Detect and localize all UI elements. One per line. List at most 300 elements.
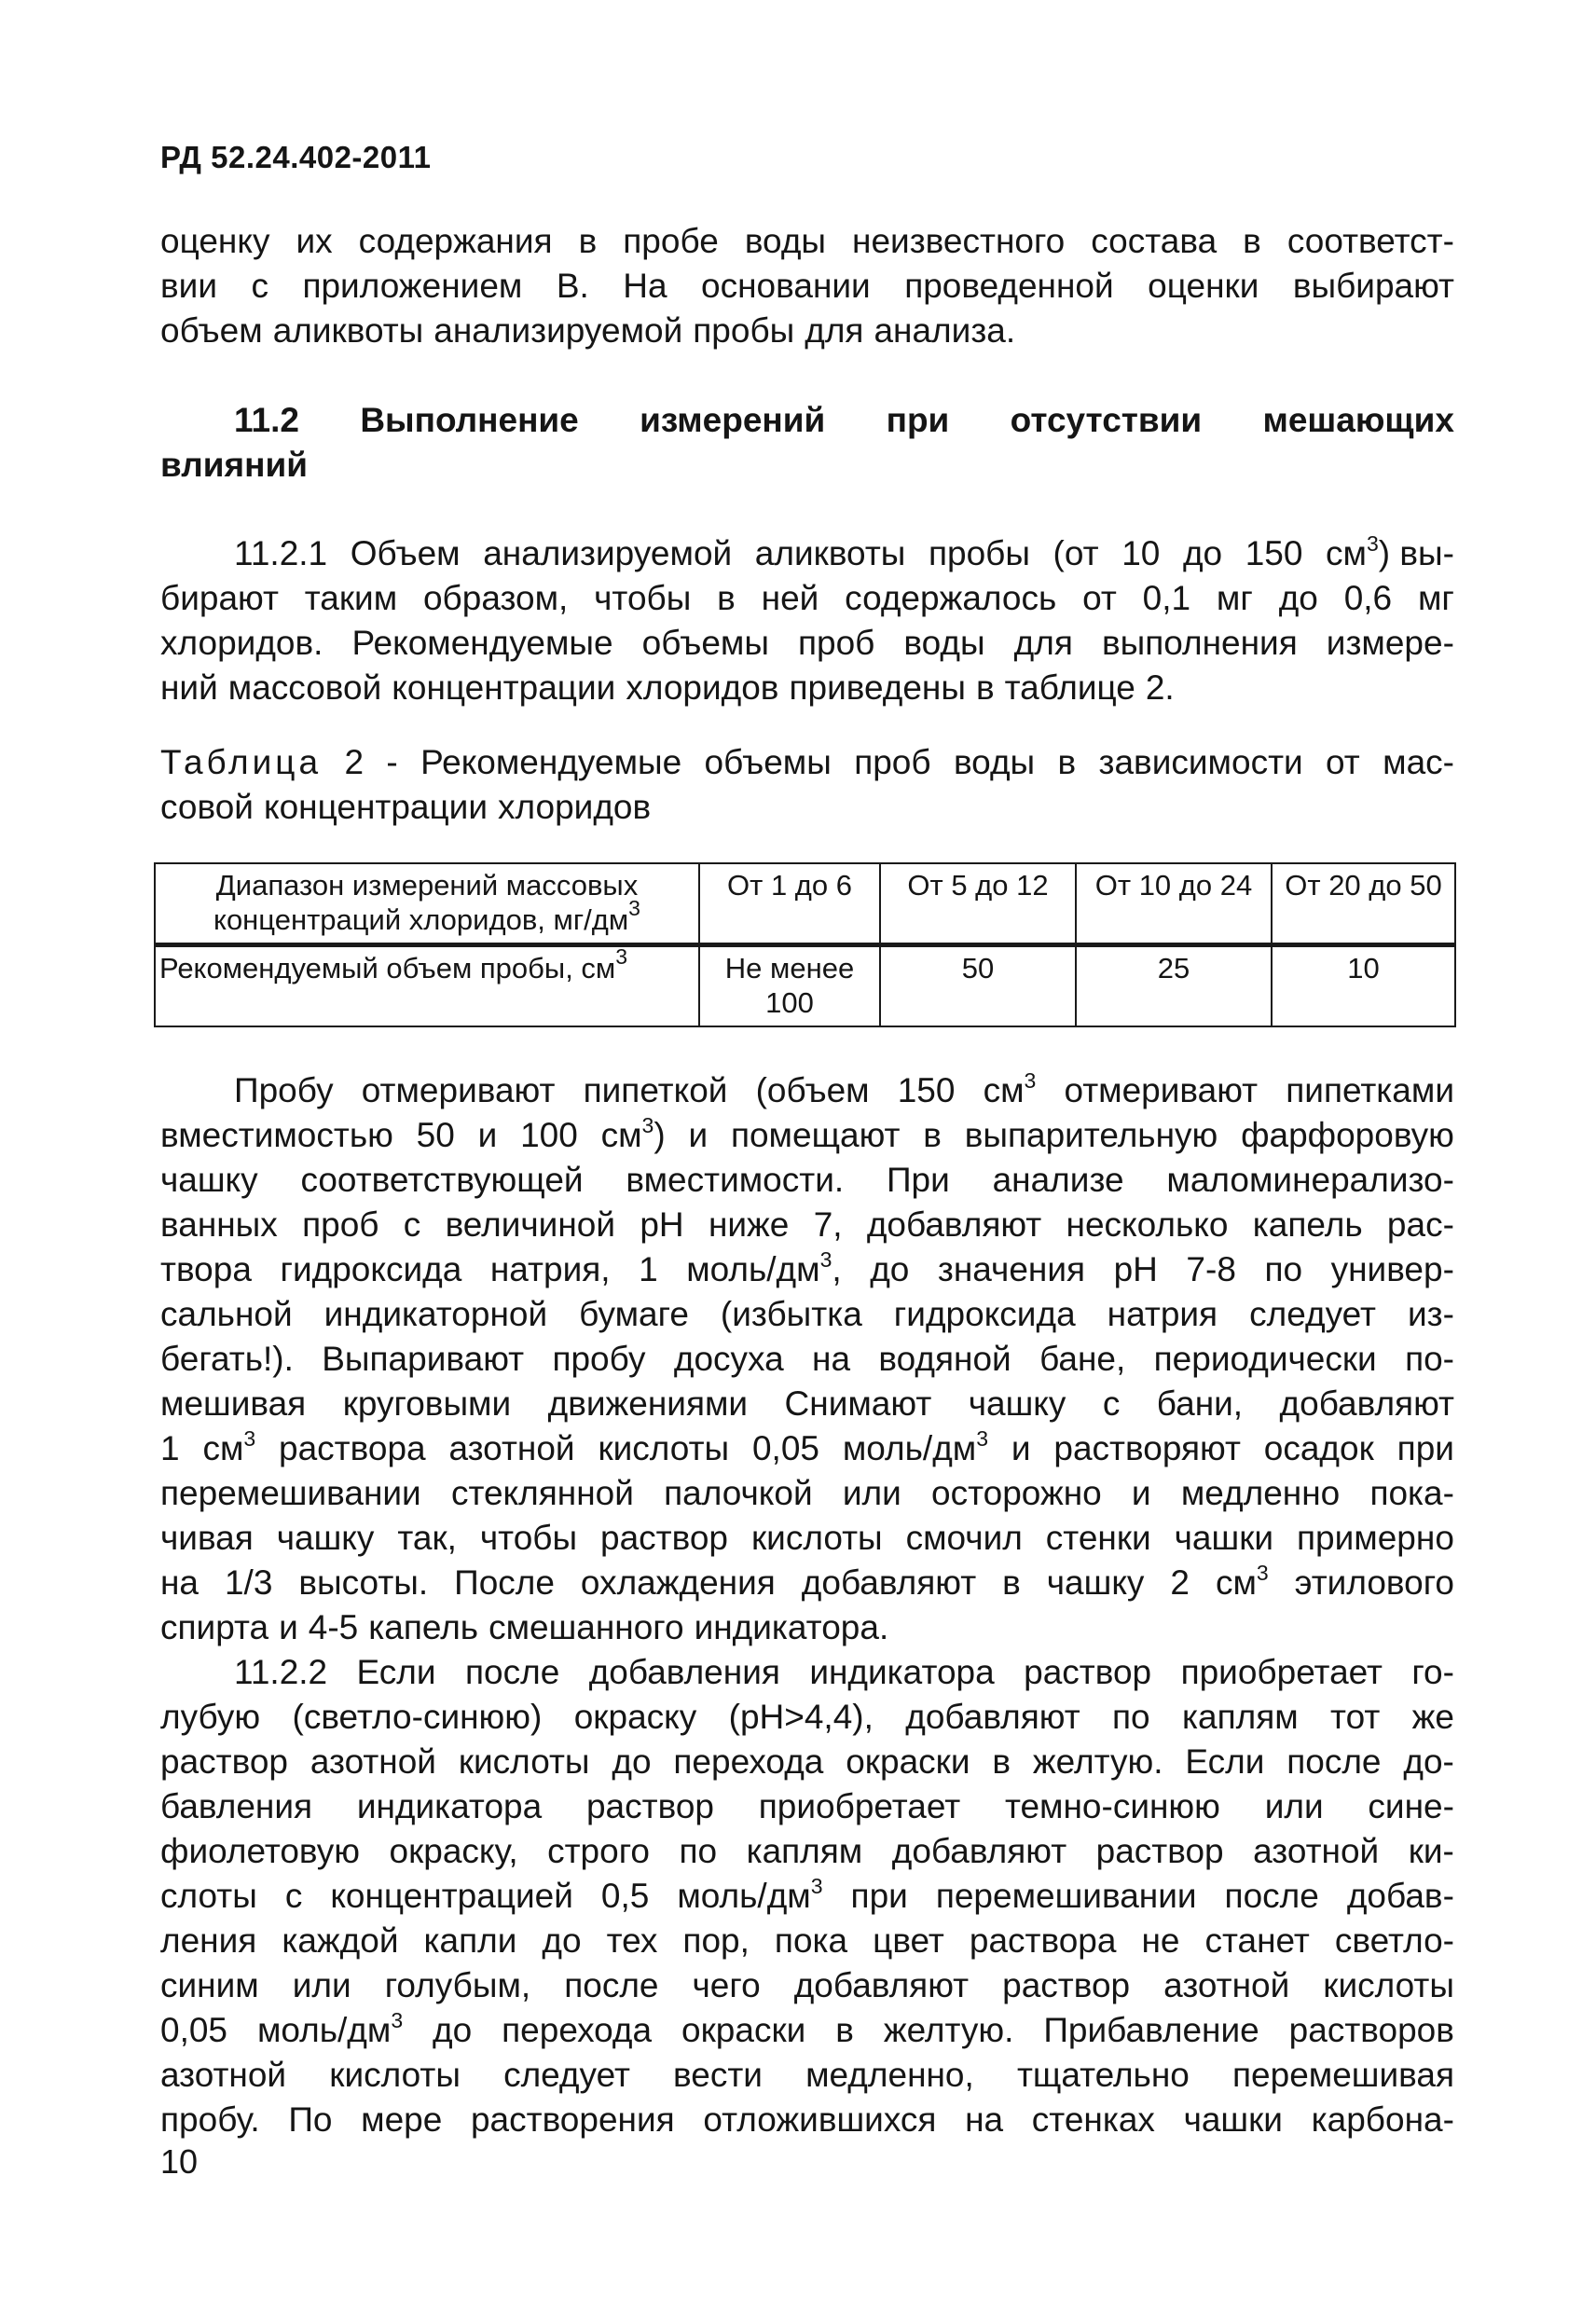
word: пока	[774, 1921, 848, 1960]
word: строго	[547, 1832, 650, 1870]
word: отмеривают	[1064, 1071, 1259, 1109]
header-unit-text: концентраций хлоридов, мг/дм	[213, 903, 629, 936]
word: объемы	[641, 624, 769, 662]
text-line	[160, 666, 1454, 710]
word: на	[160, 1563, 200, 1602]
word: кислоты	[458, 1742, 590, 1781]
text-line	[160, 1426, 1454, 1471]
word: при	[1396, 1429, 1454, 1467]
word: индикатора	[809, 1653, 995, 1691]
word: пробу	[552, 1340, 646, 1378]
word: хлоридов.	[160, 624, 323, 662]
word: медленно	[1180, 1474, 1341, 1512]
word: сине-	[1368, 1787, 1454, 1825]
word: окраски	[846, 1742, 970, 1781]
unit-group	[257, 2008, 403, 2053]
word: слоты	[160, 1877, 257, 1915]
word: ней	[761, 579, 819, 617]
word: с	[284, 1877, 303, 1915]
text-line	[160, 1158, 1454, 1203]
word: лубую	[160, 1698, 261, 1736]
word: чашку	[160, 1161, 258, 1199]
word: хлоридов	[498, 788, 652, 826]
word: после	[564, 1966, 659, 2004]
text-line	[160, 1919, 1454, 1963]
unit-text: см	[1326, 534, 1367, 572]
word: добавляют	[891, 1832, 1067, 1870]
word: или	[842, 1474, 901, 1512]
word: мешивая	[160, 1384, 307, 1423]
word: ний	[160, 668, 218, 707]
word: состава	[1091, 222, 1218, 260]
word: синим	[160, 1966, 259, 2004]
word: по-	[1405, 1340, 1454, 1378]
word: до	[1182, 534, 1223, 572]
word: следует	[503, 2056, 630, 2094]
word: 11.2.1	[234, 534, 328, 572]
word: от	[1082, 579, 1117, 617]
word: капель	[368, 1608, 479, 1646]
text-line	[160, 1740, 1454, 1784]
word: тщательно	[1016, 2056, 1190, 2094]
word: рас-	[1386, 1205, 1454, 1244]
word: раствор	[600, 1519, 729, 1557]
word: 0,1	[1142, 579, 1191, 617]
word: раствор	[1002, 1966, 1131, 2004]
word: концентрацией	[330, 1877, 573, 1915]
word: карбона-	[1311, 2100, 1454, 2139]
word: желтую.	[883, 2011, 1014, 2049]
word: гидроксида	[280, 1250, 462, 1288]
intro-paragraph	[160, 219, 1454, 353]
word: оценку	[160, 222, 270, 260]
cell-line: 100	[765, 986, 814, 1019]
caption-line	[160, 785, 1454, 830]
punct: ,	[832, 1250, 842, 1288]
word: воды	[953, 743, 1036, 781]
text-line	[160, 219, 1454, 264]
table-row-label	[155, 945, 699, 1027]
word: и	[1131, 1474, 1151, 1512]
unit-text: см	[600, 1116, 642, 1154]
word: чего	[692, 1966, 761, 2004]
word: охлаждения	[580, 1563, 776, 1602]
table-caption	[160, 740, 1454, 830]
word: перехода	[673, 1742, 824, 1781]
text-line	[160, 2098, 1454, 2142]
word: пипеткой	[583, 1071, 728, 1109]
word: азотной	[448, 1429, 575, 1467]
word: приобретает	[758, 1787, 961, 1825]
word: Рекомендуемые	[420, 743, 682, 781]
word: бирают	[160, 579, 279, 617]
word: натрия,	[489, 1250, 611, 1288]
word: фарфоровую	[1241, 1116, 1454, 1154]
word: станет	[1204, 1921, 1310, 1960]
unit-group	[677, 1874, 822, 1919]
word: воды	[744, 222, 827, 260]
word: Пробу	[234, 1071, 334, 1109]
word: проведенной	[904, 267, 1114, 305]
word: досуха	[673, 1340, 784, 1378]
word: в	[1057, 743, 1077, 781]
text-line	[160, 1561, 1454, 1605]
text-line	[160, 264, 1454, 309]
word: кислоты	[1323, 1966, 1454, 2004]
word: выполнения	[1101, 624, 1298, 662]
word: 2	[344, 743, 365, 781]
word: светло-	[1334, 1921, 1454, 1960]
word: в	[992, 1742, 1011, 1781]
table-cell: 25	[1076, 945, 1272, 1027]
word: растворяют	[1053, 1429, 1241, 1467]
word: высоты.	[298, 1563, 429, 1602]
word: с	[1102, 1384, 1121, 1423]
text-line	[160, 576, 1454, 621]
word: влияний	[160, 446, 308, 484]
word: пор,	[682, 1921, 750, 1960]
word: образом,	[422, 579, 569, 617]
word: желтую.	[1032, 1742, 1163, 1781]
word: раствор	[585, 1787, 714, 1825]
word: бумаге	[579, 1295, 689, 1333]
word: тех	[606, 1921, 658, 1960]
word: окраску,	[389, 1832, 518, 1870]
word: маломинерализо-	[1166, 1161, 1454, 1199]
word: и	[477, 1116, 498, 1154]
word: 150	[897, 1071, 956, 1109]
word: раствор	[1095, 1832, 1224, 1870]
word: анализе	[992, 1161, 1124, 1199]
word: добавляют	[866, 1205, 1042, 1244]
word: медленно,	[805, 2056, 974, 2094]
word: добавляют	[793, 1966, 970, 2004]
word: темно-синюю	[1004, 1787, 1220, 1825]
word: до	[433, 2011, 473, 2049]
word: пока-	[1369, 1474, 1454, 1512]
word: массовой	[227, 668, 382, 707]
word: чашку	[968, 1384, 1066, 1423]
word: приобретает	[1180, 1653, 1383, 1691]
word: примерно	[1297, 1519, 1454, 1557]
word: вии	[160, 267, 217, 305]
word: окраску	[573, 1698, 697, 1736]
word: после	[465, 1653, 560, 1691]
word: соответст-	[1286, 222, 1454, 260]
word: несколько	[1066, 1205, 1229, 1244]
word: Снимают	[784, 1384, 932, 1423]
word: чашки	[1183, 2100, 1283, 2139]
word: 0,5	[600, 1877, 650, 1915]
word: палочкой	[664, 1474, 813, 1512]
word: мешающих	[1262, 401, 1454, 439]
word: стеклянной	[450, 1474, 634, 1512]
word: мас-	[1383, 743, 1454, 781]
table-header-cell: От 5 до 12	[880, 863, 1076, 945]
word: по	[1264, 1250, 1303, 1288]
word: отмеривают	[361, 1071, 556, 1109]
word: ванных	[160, 1205, 278, 1244]
word: кислоты	[750, 1519, 883, 1557]
word: из-	[1407, 1295, 1454, 1333]
word: анализа.	[874, 311, 1016, 350]
word: отложившихся	[703, 2100, 937, 2139]
word: аликвоты	[272, 311, 424, 350]
paragraph-11-2-1	[160, 531, 1454, 710]
word: Таблица	[160, 743, 323, 781]
word: азотной	[1253, 1832, 1380, 1870]
word: следует	[1249, 1295, 1376, 1333]
unit-superscript: 3	[976, 1426, 989, 1451]
word: натрия	[1107, 1295, 1218, 1333]
word: растворов	[1288, 2011, 1454, 2049]
word: в	[923, 1116, 942, 1154]
word: 7,	[813, 1205, 843, 1244]
unit-superscript: 3	[1256, 1561, 1269, 1585]
table-header-row	[155, 863, 1455, 945]
word: перемешивании	[935, 1877, 1197, 1915]
word: таблице	[1004, 668, 1135, 707]
word: 2	[1170, 1563, 1190, 1602]
table-header-cell: От 10 до 24	[1076, 863, 1272, 945]
word: азотной	[310, 1742, 436, 1781]
word: го-	[1411, 1653, 1454, 1691]
word: с	[403, 1205, 421, 1244]
word: капли	[423, 1921, 517, 1960]
unit-text: см	[1215, 1563, 1257, 1602]
unit-superscript: 3	[810, 1874, 823, 1898]
word: пробе	[623, 222, 719, 260]
word: и	[688, 1116, 709, 1154]
word: бегать!).	[160, 1340, 294, 1378]
word: Объем	[350, 534, 461, 572]
word: -	[386, 743, 398, 781]
text-line	[160, 1829, 1454, 1874]
table-header-cell: От 20 до 50	[1272, 863, 1455, 945]
word: Прибавление	[1043, 2011, 1259, 2049]
word: смешанного	[488, 1608, 684, 1646]
table-header-range	[155, 863, 699, 945]
word: зависимости	[1098, 743, 1303, 781]
word: после	[1286, 1742, 1382, 1781]
unit-text: моль/дм	[677, 1877, 811, 1915]
word: индикатора	[356, 1787, 543, 1825]
word: периодически	[1153, 1340, 1377, 1378]
word: стенках	[1031, 2100, 1155, 2139]
word: раствор	[1024, 1653, 1152, 1691]
word: чашку	[276, 1519, 375, 1557]
word: Если	[1185, 1742, 1265, 1781]
word: В.	[556, 267, 589, 305]
word: 1	[639, 1250, 658, 1288]
word: мг	[1417, 579, 1454, 617]
word: индикатора.	[694, 1608, 889, 1646]
word: 50	[416, 1116, 455, 1154]
word: водяной	[878, 1340, 1011, 1378]
word: ления	[160, 1921, 257, 1960]
word: 1/3	[224, 1563, 273, 1602]
word: Если	[356, 1653, 436, 1691]
table-recommended-volumes	[154, 862, 1456, 1027]
word: осадок	[1263, 1429, 1374, 1467]
word: содержания	[358, 222, 553, 260]
cell-line: Не менее	[724, 952, 855, 984]
unit-text: моль/дм	[686, 1250, 820, 1288]
word: при	[886, 401, 950, 439]
word: же	[1411, 1698, 1454, 1736]
word: хлоридов	[626, 668, 779, 707]
word: мере	[361, 2100, 443, 2139]
unit-superscript: 3	[819, 1247, 832, 1272]
text-line	[160, 1068, 1454, 1113]
word: чашки	[1174, 1519, 1274, 1557]
word: совой	[160, 788, 254, 826]
word: (светло-синюю)	[292, 1698, 543, 1736]
word: (рН>4,4),	[728, 1698, 874, 1736]
word: 11.2.2	[234, 1653, 328, 1691]
text-line	[160, 1695, 1454, 1740]
text-line	[160, 1113, 1454, 1158]
word: анализируемой	[433, 311, 683, 350]
word: до	[870, 1250, 910, 1288]
text-line	[160, 1605, 1454, 1650]
punct: )	[654, 1116, 666, 1154]
unit-superscript: 3	[1366, 531, 1379, 556]
text-line	[160, 1784, 1454, 1829]
text-line	[160, 2053, 1454, 2098]
text-line	[160, 1874, 1454, 1919]
word: индикаторной	[323, 1295, 548, 1333]
word: до	[1278, 579, 1318, 617]
header-unit-superscript: 3	[628, 896, 640, 920]
word: и	[279, 1608, 298, 1646]
text-line	[160, 2008, 1454, 2053]
word: до	[542, 1921, 582, 1960]
word: рН	[1113, 1250, 1158, 1288]
word: перемешивая	[1232, 2056, 1454, 2094]
word: добавления	[588, 1653, 780, 1691]
text-line	[160, 1382, 1454, 1426]
text-line	[160, 621, 1454, 666]
word: от	[1326, 743, 1360, 781]
word: в	[1002, 1563, 1021, 1602]
text-line	[160, 309, 1454, 353]
word: в	[717, 579, 736, 617]
word: бани,	[1156, 1384, 1244, 1423]
word: после	[1224, 1877, 1319, 1915]
word: ниже	[708, 1205, 790, 1244]
text-line	[160, 531, 1454, 576]
document-code: РД 52.24.402-2011	[160, 140, 432, 174]
table-header-cell: От 1 до 6	[699, 863, 880, 945]
word: на	[965, 2100, 1004, 2139]
word: кислоты	[329, 2056, 461, 2094]
word: 0,05	[160, 2011, 228, 2049]
word: каплям	[746, 1832, 863, 1870]
word: анализируемой	[483, 534, 733, 572]
word: оценки	[1148, 267, 1259, 305]
word: тот	[1330, 1698, 1381, 1736]
word: цвет	[873, 1921, 944, 1960]
unit-superscript: 3	[243, 1426, 256, 1451]
word: (от	[1053, 534, 1099, 572]
word: При	[886, 1161, 950, 1199]
unit-group	[1326, 531, 1454, 576]
word: Рекомендуемые	[351, 624, 613, 662]
word: по	[1112, 1698, 1150, 1736]
word: измере-	[1326, 624, 1454, 662]
word: универ-	[1330, 1250, 1454, 1288]
word: осторожно	[931, 1474, 1102, 1512]
line-tail: ) вы-	[1378, 534, 1454, 572]
word: проб	[797, 624, 875, 662]
word: бане,	[1039, 1340, 1126, 1378]
word: 1	[160, 1429, 180, 1467]
word: выпарительную	[964, 1116, 1218, 1154]
row-label-superscript: 3	[615, 944, 628, 969]
text-line	[160, 1471, 1454, 1516]
text-line	[160, 1203, 1454, 1247]
main-body	[160, 1068, 1454, 2142]
unit-group	[984, 1068, 1037, 1113]
word: По	[288, 2100, 333, 2139]
word: Выпаривают	[322, 1340, 525, 1378]
heading-line	[160, 398, 1454, 443]
unit-group	[601, 1113, 666, 1158]
word: до	[612, 1742, 652, 1781]
unit-superscript: 3	[391, 2008, 404, 2032]
word: 150	[1245, 534, 1303, 572]
unit-text: моль/дм	[842, 1429, 977, 1467]
word: приложением	[302, 267, 523, 305]
word: соответствующей	[300, 1161, 584, 1199]
word: 0,6	[1343, 579, 1393, 617]
word: измерений	[640, 401, 826, 439]
word: движениями	[547, 1384, 749, 1423]
word: отсутствии	[1010, 401, 1203, 439]
word: значения	[937, 1250, 1086, 1288]
text-line	[160, 1650, 1454, 1695]
word: таким	[304, 579, 398, 617]
word: каплям	[1182, 1698, 1299, 1736]
word: бавления	[160, 1787, 313, 1825]
word: величиной	[445, 1205, 616, 1244]
text-line	[160, 1516, 1454, 1561]
word: пробы	[693, 311, 795, 350]
word: После	[454, 1563, 555, 1602]
word: при	[850, 1877, 908, 1915]
word: их	[296, 222, 333, 260]
word: пробы	[928, 534, 1030, 572]
word: или	[1264, 1787, 1324, 1825]
row-label-text: Рекомендуемый объем пробы, см	[159, 952, 616, 984]
word: в	[578, 222, 598, 260]
unit-text: моль/дм	[256, 2011, 392, 2049]
unit-text: см	[202, 1429, 244, 1467]
unit-text: см	[983, 1071, 1025, 1109]
word: голубым,	[384, 1966, 531, 2004]
word: 4-5	[308, 1608, 359, 1646]
table-cell: 10	[1272, 945, 1455, 1027]
word: 2.	[1145, 668, 1175, 707]
word: аликвоты	[754, 534, 906, 572]
word: для	[805, 311, 864, 350]
word: концентрации	[263, 788, 488, 826]
word: проб	[854, 743, 931, 781]
word: приведены	[789, 668, 966, 707]
word: неизвестного	[852, 222, 1066, 260]
word: раствор	[160, 1742, 288, 1781]
